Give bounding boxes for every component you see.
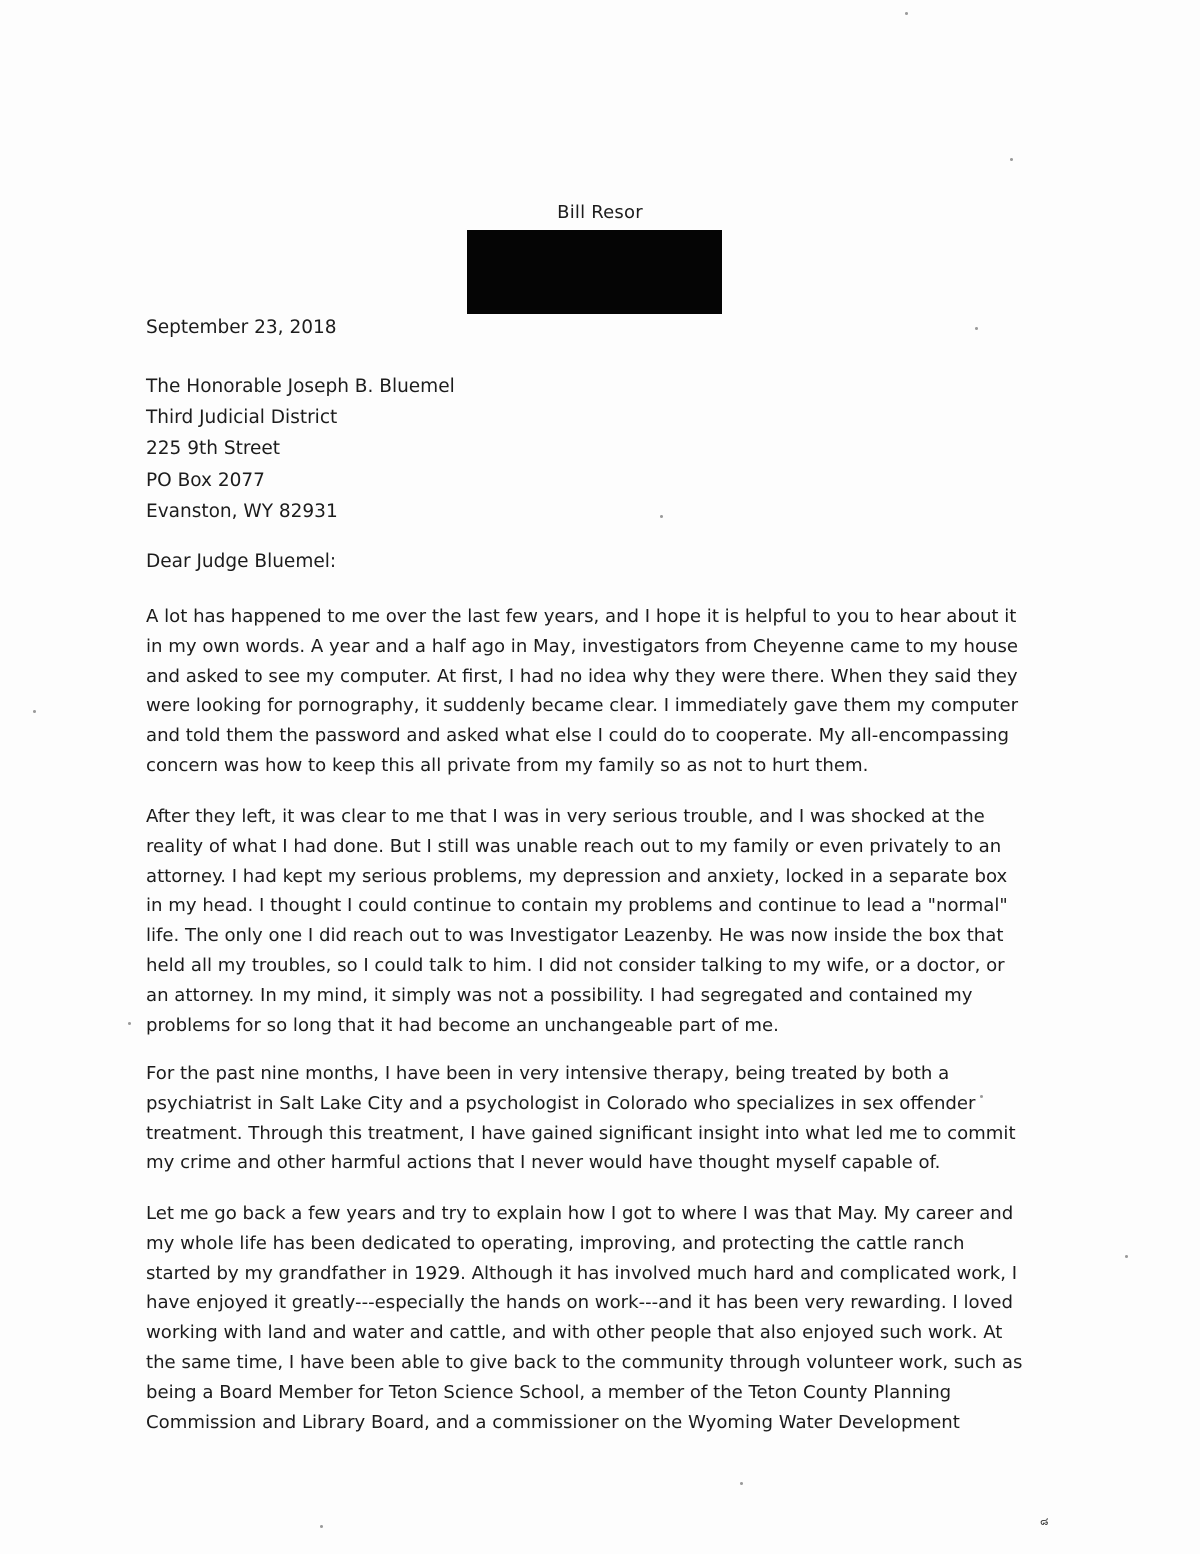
sender-name: Bill Resor	[557, 202, 643, 223]
paragraph-line: Let me go back a few years and try to explain how I got to where I was that May. My career and	[146, 1203, 1014, 1224]
paragraph-line: concern was how to keep this all private from my family so as not to hurt them.	[146, 754, 869, 776]
paragraph-line: and asked to see my computer. At first, I had no idea why they were there. When they said they	[146, 665, 1018, 687]
body-paragraph-2	[146, 802, 1054, 1040]
paragraph-line: and told them the password and asked what else I could do to cooperate. My all-encompassing	[146, 725, 1009, 747]
paragraph-line: For the past nine months, I have been in very intensive therapy, being treated by both a	[146, 1063, 950, 1084]
paragraph-line: After they left, it was clear to me that I was in very serious trouble, and I was shocked at the	[146, 806, 985, 827]
paragraph-line: held all my troubles, so I could talk to him. I did not consider talking to my wife, or a doctor, or	[146, 954, 1005, 976]
paragraph-line: reality of what I had done. But I still was unable reach out to my family or even privately to an	[146, 835, 1002, 857]
paragraph-line: working with land and water and cattle, and with other people that also enjoyed such work. At	[146, 1322, 1003, 1344]
scan-speck	[980, 1095, 983, 1098]
recipient-line: Evanston, WY 82931	[146, 500, 338, 522]
paragraph-line: my crime and other harmful actions that I never would have thought myself capable of.	[146, 1152, 941, 1174]
paragraph-line: the same time, I have been able to give back to the community through volunteer work, such as	[146, 1351, 1023, 1373]
paragraph-line: started by my grandfather in 1929. Although it has involved much hard and complicated work, I	[146, 1262, 1018, 1284]
paragraph-line: being a Board Member for Teton Science School, a member of the Teton County Planning	[146, 1381, 952, 1403]
scan-speck	[33, 710, 36, 713]
recipient-address	[146, 371, 455, 527]
corner-mark: ๘	[1040, 1515, 1049, 1528]
scan-speck	[905, 12, 908, 15]
scan-speck	[320, 1525, 323, 1528]
paragraph-line: in my own words. A year and a half ago in May, investigators from Cheyenne came to my house	[146, 635, 1019, 657]
body-paragraph-1	[146, 602, 1054, 781]
paragraph-line: attorney. I had kept my serious problems, my depression and anxiety, locked in a separate box	[146, 865, 1008, 887]
recipient-line: Third Judicial District	[146, 407, 338, 429]
salutation: Dear Judge Bluemel:	[146, 551, 337, 572]
paragraph-line: treatment. Through this treatment, I have gained significant insight into what led me to commit	[146, 1122, 1016, 1144]
recipient-line: 225 9th Street	[146, 438, 281, 460]
recipient-line: PO Box 2077	[146, 469, 265, 491]
paragraph-line: in my head. I thought I could continue to contain my problems and continue to lead a "normal"	[146, 895, 1008, 917]
paragraph-line: A lot has happened to me over the last few years, and I hope it is helpful to you to hear about it	[146, 606, 1017, 627]
scan-speck	[1010, 158, 1013, 161]
paragraph-line: life. The only one I did reach out to was Investigator Leazenby. He was now inside the box that	[146, 925, 1004, 947]
letter-date: September 23, 2018	[146, 317, 337, 338]
paragraph-line: my whole life has been dedicated to operating, improving, and protecting the cattle ranch	[146, 1232, 965, 1254]
body-paragraph-4	[146, 1199, 1054, 1437]
paragraph-line: were looking for pornography, it suddenly became clear. I immediately gave them my computer	[146, 695, 1019, 717]
paragraph-line: an attorney. In my mind, it simply was not a possibility. I had segregated and contained my	[146, 984, 973, 1006]
paragraph-line: psychiatrist in Salt Lake City and a psychologist in Colorado who specializes in sex offender	[146, 1092, 976, 1114]
scan-speck	[1125, 1255, 1128, 1258]
paragraph-line: Commission and Library Board, and a commissioner on the Wyoming Water Development	[146, 1411, 960, 1433]
scan-speck	[128, 1022, 131, 1025]
scan-speck	[740, 1482, 743, 1485]
body-paragraph-3	[146, 1059, 1054, 1178]
scan-speck	[660, 515, 663, 518]
paragraph-line: have enjoyed it greatly---especially the hands on work---and it has been very rewarding. I loved	[146, 1292, 1013, 1314]
paragraph-line: problems for so long that it had become an unchangeable part of me.	[146, 1014, 779, 1036]
recipient-line: The Honorable Joseph B. Bluemel	[146, 376, 455, 397]
redacted-address-block	[467, 230, 722, 314]
scan-speck	[975, 327, 978, 330]
